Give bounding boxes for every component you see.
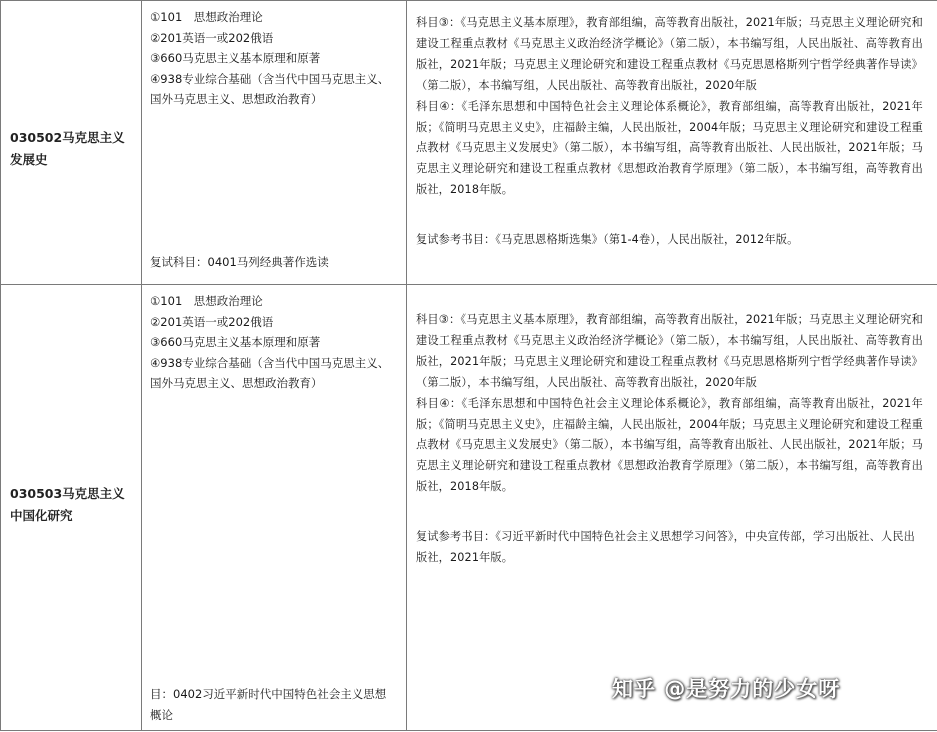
zhihu-watermark: 知乎 @是努力的少女呀: [612, 677, 841, 701]
book-paragraph: 科目④：《毛泽东思想和中国特色社会主义理论体系概论》，教育部组编，高等教育出版社，2021年版；《简明马克思主义史》，庄福龄主编，人民出版社，2004年版；马克思主义理论研究和建设工程重点教材《马克思主义发展史》（第二版），本书编写组，高等教育出版社、人民出版社，2021年版；马克思主义理论研究和建设工程重点教材《思想政治教育学原理》（第二版），本书编写组，高等教育出版社，2018年版。: [416, 99, 923, 197]
exam-subject: ④938专业综合基础（含当代中国马克思主义、国外马克思主义、思想政治教育）: [150, 71, 390, 106]
exam-subjects-list: [150, 7, 396, 110]
book-paragraph: 科目③：《马克思主义基本原理》，教育部组编，高等教育出版社，2021年版；马克思主义理论研究和建设工程重点教材《马克思主义政治经济学概论》（第二版），本书编写组，人民出版社、高等教育出版社，2021年版；马克思主义理论研究和建设工程重点教材《马克思恩格斯列宁哲学经典著作导读》（第二版），本书编写组，人民出版社、高等教育出版社，2020年版: [416, 16, 923, 92]
book-paragraph: 科目④：《毛泽东思想和中国特色社会主义理论体系概论》，教育部组编，高等教育出版社，2021年版；《简明马克思主义史》，庄福龄主编，人民出版社，2004年版；马克思主义理论研究和建设工程重点教材《马克思主义发展史》（第二版），本书编写组，高等教育出版社、人民出版社，2021年版；马克思主义理论研究和建设工程重点教材《思想政治教育学原理》（第二版），本书编写组，高等教育出版社，2018年版。: [416, 396, 923, 494]
major-cell: [1, 1, 142, 285]
exam-subjects-list: [150, 291, 396, 394]
retest-reference: 复试参考书目：《习近平新时代中国特色社会主义思想学习问答》，中央宣传部，学习出版社、人民出版社，2021年版。: [416, 530, 915, 565]
exam-subject: ③660马克思主义基本原理和原著: [150, 335, 321, 349]
table-row: [1, 285, 937, 731]
subjects-cell: [142, 1, 407, 285]
exam-subject: ④938专业综合基础（含当代中国马克思主义、国外马克思主义、思想政治教育）: [150, 355, 390, 390]
exam-subject: ②201英语一或202俄语: [150, 314, 274, 329]
retest-subject: 目：0402习近平新时代中国特色社会主义思想概论: [150, 687, 387, 722]
exam-subject: ①101 思想政治理论: [150, 10, 263, 24]
reference-books: [416, 13, 923, 251]
subjects-cell: [142, 285, 407, 731]
retest-subject: 复试科目：0401马列经典著作选读: [150, 255, 329, 269]
major-cell: [1, 285, 142, 731]
retest-reference: 复试参考书目：《马克思恩格斯选集》（第1-4卷），人民出版社，2012年版。: [416, 233, 799, 247]
books-cell: [407, 1, 937, 285]
book-paragraph: 科目③：《马克思主义基本原理》，教育部组编，高等教育出版社，2021年版；马克思主义理论研究和建设工程重点教材《马克思主义政治经济学概论》（第二版），本书编写组，人民出版社、高等教育出版社，2021年版；马克思主义理论研究和建设工程重点教材《马克思恩格斯列宁哲学经典著作导读》（第二版），本书编写组，人民出版社、高等教育出版社，2020年版: [416, 313, 923, 389]
reference-books: [416, 310, 923, 569]
exam-subject: ③660马克思主义基本原理和原著: [150, 51, 321, 65]
table-row: [1, 1, 937, 285]
books-cell: [407, 285, 937, 731]
major-name: 030503马克思主义中国化研究: [10, 486, 125, 523]
exam-subject: ①101 思想政治理论: [150, 294, 263, 308]
major-name: 030502马克思主义发展史: [10, 130, 125, 167]
exam-subject: ②201英语一或202俄语: [150, 30, 274, 45]
